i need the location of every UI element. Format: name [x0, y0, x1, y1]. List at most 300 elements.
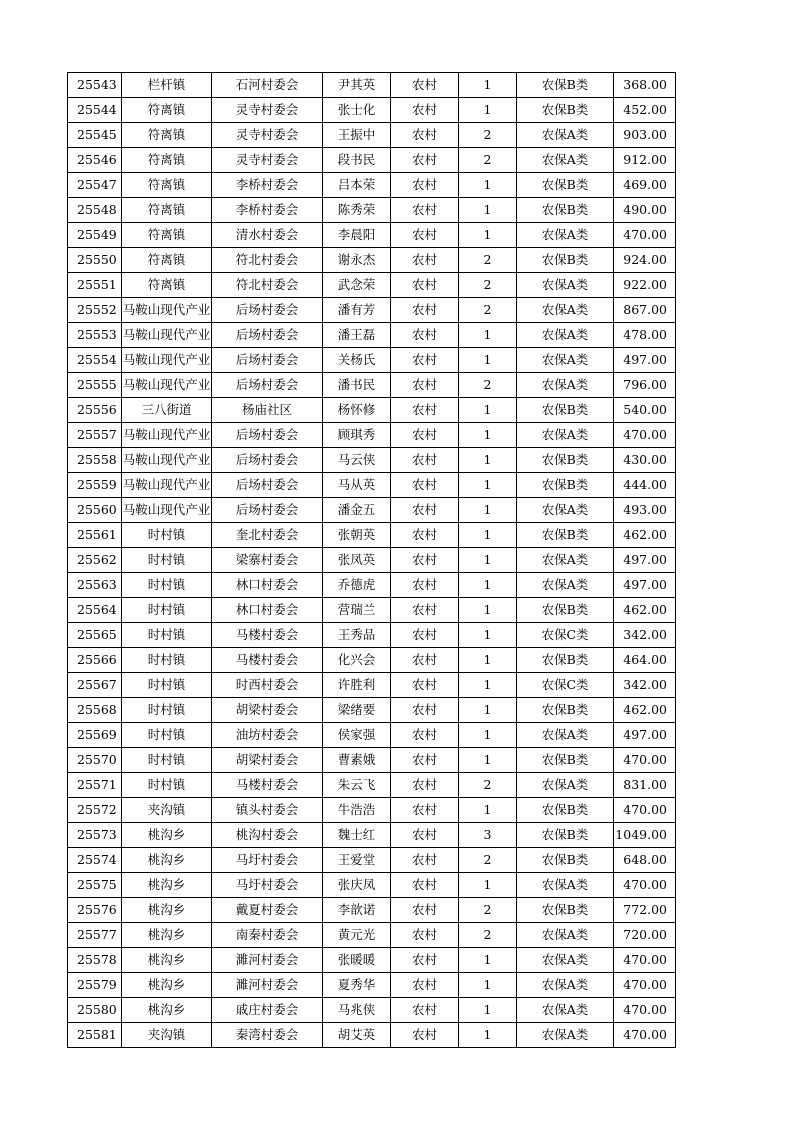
amount-cell: 497.00 [614, 348, 676, 373]
member-count-cell: 1 [459, 323, 517, 348]
person-name-cell: 魏士红 [323, 823, 391, 848]
insurance-category-cell: 农保B类 [517, 98, 614, 123]
village-committee-cell: 后场村委会 [212, 423, 323, 448]
household-type-cell: 农村 [391, 823, 459, 848]
amount-cell: 470.00 [614, 873, 676, 898]
township-cell: 时村镇 [122, 773, 212, 798]
amount-cell: 470.00 [614, 423, 676, 448]
table-row [68, 698, 676, 723]
insurance-category-cell: 农保B类 [517, 798, 614, 823]
village-committee-cell: 桃沟村委会 [212, 823, 323, 848]
township-cell: 符离镇 [122, 148, 212, 173]
record-id-cell: 25559 [68, 473, 122, 498]
table-row [68, 948, 676, 973]
table-row [68, 423, 676, 448]
person-name-cell: 顾琪秀 [323, 423, 391, 448]
amount-cell: 648.00 [614, 848, 676, 873]
insurance-category-cell: 农保B类 [517, 398, 614, 423]
person-name-cell: 夏秀华 [323, 973, 391, 998]
member-count-cell: 1 [459, 723, 517, 748]
amount-cell: 796.00 [614, 373, 676, 398]
member-count-cell: 1 [459, 523, 517, 548]
member-count-cell: 2 [459, 148, 517, 173]
amount-cell: 1049.00 [614, 823, 676, 848]
household-type-cell: 农村 [391, 448, 459, 473]
member-count-cell: 2 [459, 923, 517, 948]
insurance-category-cell: 农保A类 [517, 273, 614, 298]
table-row [68, 748, 676, 773]
member-count-cell: 1 [459, 973, 517, 998]
township-cell: 桃沟乡 [122, 973, 212, 998]
insurance-category-cell: 农保A类 [517, 923, 614, 948]
member-count-cell: 1 [459, 498, 517, 523]
person-name-cell: 吕本荣 [323, 173, 391, 198]
amount-cell: 470.00 [614, 223, 676, 248]
village-committee-cell: 濉河村委会 [212, 948, 323, 973]
household-type-cell: 农村 [391, 798, 459, 823]
insurance-category-cell: 农保A类 [517, 123, 614, 148]
village-committee-cell: 林口村委会 [212, 573, 323, 598]
table-row [68, 148, 676, 173]
village-committee-cell: 灵寺村委会 [212, 98, 323, 123]
record-id-cell: 25574 [68, 848, 122, 873]
table-row [68, 223, 676, 248]
person-name-cell: 化兴会 [323, 648, 391, 673]
member-count-cell: 1 [459, 98, 517, 123]
person-name-cell: 段书民 [323, 148, 391, 173]
table-row [68, 673, 676, 698]
record-id-cell: 25550 [68, 248, 122, 273]
record-id-cell: 25551 [68, 273, 122, 298]
village-committee-cell: 马楼村委会 [212, 773, 323, 798]
table-row [68, 323, 676, 348]
household-type-cell: 农村 [391, 198, 459, 223]
record-id-cell: 25557 [68, 423, 122, 448]
table-row [68, 273, 676, 298]
record-id-cell: 25564 [68, 598, 122, 623]
village-committee-cell: 梁寨村委会 [212, 548, 323, 573]
amount-cell: 497.00 [614, 723, 676, 748]
household-type-cell: 农村 [391, 148, 459, 173]
insurance-category-cell: 农保A类 [517, 973, 614, 998]
person-name-cell: 胡艾英 [323, 1023, 391, 1048]
amount-cell: 924.00 [614, 248, 676, 273]
amount-cell: 342.00 [614, 673, 676, 698]
amount-cell: 462.00 [614, 698, 676, 723]
township-cell: 马鞍山现代产业 [122, 448, 212, 473]
household-type-cell: 农村 [391, 773, 459, 798]
person-name-cell: 张庆凤 [323, 873, 391, 898]
township-cell: 符离镇 [122, 198, 212, 223]
member-count-cell: 2 [459, 248, 517, 273]
person-name-cell: 李晨阳 [323, 223, 391, 248]
amount-cell: 912.00 [614, 148, 676, 173]
township-cell: 时村镇 [122, 573, 212, 598]
household-type-cell: 农村 [391, 623, 459, 648]
person-name-cell: 杨怀修 [323, 398, 391, 423]
amount-cell: 540.00 [614, 398, 676, 423]
table-row [68, 548, 676, 573]
person-name-cell: 王爱堂 [323, 848, 391, 873]
record-id-cell: 25570 [68, 748, 122, 773]
township-cell: 马鞍山现代产业 [122, 473, 212, 498]
household-type-cell: 农村 [391, 498, 459, 523]
table-row [68, 523, 676, 548]
township-cell: 符离镇 [122, 98, 212, 123]
village-committee-cell: 镇头村委会 [212, 798, 323, 823]
record-id-cell: 25547 [68, 173, 122, 198]
insurance-category-cell: 农保A类 [517, 873, 614, 898]
household-type-cell: 农村 [391, 723, 459, 748]
village-committee-cell: 马圩村委会 [212, 873, 323, 898]
insurance-category-cell: 农保B类 [517, 823, 614, 848]
insurance-category-cell: 农保B类 [517, 248, 614, 273]
township-cell: 马鞍山现代产业 [122, 373, 212, 398]
insurance-category-cell: 农保B类 [517, 473, 614, 498]
insurance-category-cell: 农保A类 [517, 498, 614, 523]
member-count-cell: 1 [459, 423, 517, 448]
township-cell: 桃沟乡 [122, 923, 212, 948]
township-cell: 时村镇 [122, 723, 212, 748]
household-type-cell: 农村 [391, 423, 459, 448]
member-count-cell: 1 [459, 73, 517, 98]
person-name-cell: 梁绪要 [323, 698, 391, 723]
village-committee-cell: 马楼村委会 [212, 623, 323, 648]
table-row [68, 123, 676, 148]
township-cell: 马鞍山现代产业 [122, 423, 212, 448]
record-id-cell: 25565 [68, 623, 122, 648]
person-name-cell: 马云侠 [323, 448, 391, 473]
amount-cell: 470.00 [614, 1023, 676, 1048]
record-id-cell: 25566 [68, 648, 122, 673]
insurance-category-cell: 农保A类 [517, 573, 614, 598]
person-name-cell: 马兆侠 [323, 998, 391, 1023]
record-id-cell: 25571 [68, 773, 122, 798]
village-committee-cell: 灵寺村委会 [212, 148, 323, 173]
insurance-category-cell: 农保A类 [517, 998, 614, 1023]
household-type-cell: 农村 [391, 948, 459, 973]
amount-cell: 497.00 [614, 573, 676, 598]
record-id-cell: 25572 [68, 798, 122, 823]
insurance-category-cell: 农保A类 [517, 548, 614, 573]
member-count-cell: 1 [459, 573, 517, 598]
record-id-cell: 25567 [68, 673, 122, 698]
person-name-cell: 曹素娥 [323, 748, 391, 773]
amount-cell: 903.00 [614, 123, 676, 148]
amount-cell: 342.00 [614, 623, 676, 648]
township-cell: 马鞍山现代产业 [122, 323, 212, 348]
amount-cell: 444.00 [614, 473, 676, 498]
insurance-category-cell: 农保B类 [517, 598, 614, 623]
village-committee-cell: 清水村委会 [212, 223, 323, 248]
table-row [68, 973, 676, 998]
amount-cell: 470.00 [614, 798, 676, 823]
person-name-cell: 侯家强 [323, 723, 391, 748]
township-cell: 时村镇 [122, 623, 212, 648]
township-cell: 桃沟乡 [122, 898, 212, 923]
amount-cell: 430.00 [614, 448, 676, 473]
amount-cell: 497.00 [614, 548, 676, 573]
village-committee-cell: 时西村委会 [212, 673, 323, 698]
household-type-cell: 农村 [391, 973, 459, 998]
person-name-cell: 陈秀荣 [323, 198, 391, 223]
village-committee-cell: 秦湾村委会 [212, 1023, 323, 1048]
township-cell: 桃沟乡 [122, 873, 212, 898]
household-type-cell: 农村 [391, 748, 459, 773]
table-row [68, 573, 676, 598]
record-id-cell: 25577 [68, 923, 122, 948]
insurance-category-cell: 农保C类 [517, 673, 614, 698]
village-committee-cell: 奎北村委会 [212, 523, 323, 548]
household-type-cell: 农村 [391, 248, 459, 273]
amount-cell: 922.00 [614, 273, 676, 298]
member-count-cell: 2 [459, 273, 517, 298]
township-cell: 桃沟乡 [122, 848, 212, 873]
table-row [68, 1023, 676, 1048]
household-type-cell: 农村 [391, 648, 459, 673]
insurance-category-cell: 农保B类 [517, 848, 614, 873]
village-committee-cell: 戴夏村委会 [212, 898, 323, 923]
amount-cell: 464.00 [614, 648, 676, 673]
amount-cell: 470.00 [614, 948, 676, 973]
amount-cell: 490.00 [614, 198, 676, 223]
person-name-cell: 武念荣 [323, 273, 391, 298]
household-type-cell: 农村 [391, 523, 459, 548]
table-row [68, 798, 676, 823]
village-committee-cell: 李桥村委会 [212, 173, 323, 198]
table-row [68, 823, 676, 848]
person-name-cell: 潘有芳 [323, 298, 391, 323]
person-name-cell: 潘书民 [323, 373, 391, 398]
table-row [68, 923, 676, 948]
person-name-cell: 乔德虎 [323, 573, 391, 598]
household-type-cell: 农村 [391, 98, 459, 123]
insurance-category-cell: 农保B类 [517, 448, 614, 473]
table-row [68, 248, 676, 273]
insurance-category-cell: 农保A类 [517, 1023, 614, 1048]
village-committee-cell: 后场村委会 [212, 373, 323, 398]
record-id-cell: 25573 [68, 823, 122, 848]
village-committee-cell: 濉河村委会 [212, 973, 323, 998]
table-row [68, 173, 676, 198]
household-type-cell: 农村 [391, 298, 459, 323]
person-name-cell: 潘金五 [323, 498, 391, 523]
amount-cell: 831.00 [614, 773, 676, 798]
township-cell: 时村镇 [122, 698, 212, 723]
member-count-cell: 1 [459, 348, 517, 373]
table-row [68, 448, 676, 473]
insurance-category-cell: 农保B类 [517, 73, 614, 98]
insurance-category-cell: 农保A类 [517, 948, 614, 973]
record-id-cell: 25576 [68, 898, 122, 923]
insurance-category-cell: 农保A类 [517, 148, 614, 173]
person-name-cell: 黄元光 [323, 923, 391, 948]
household-type-cell: 农村 [391, 598, 459, 623]
person-name-cell: 马从英 [323, 473, 391, 498]
household-type-cell: 农村 [391, 548, 459, 573]
household-type-cell: 农村 [391, 923, 459, 948]
member-count-cell: 1 [459, 998, 517, 1023]
insurance-category-cell: 农保A类 [517, 773, 614, 798]
township-cell: 桃沟乡 [122, 823, 212, 848]
township-cell: 三八街道 [122, 398, 212, 423]
person-name-cell: 潘王磊 [323, 323, 391, 348]
table-row [68, 348, 676, 373]
record-id-cell: 25544 [68, 98, 122, 123]
village-committee-cell: 石河村委会 [212, 73, 323, 98]
record-id-cell: 25543 [68, 73, 122, 98]
record-id-cell: 25555 [68, 373, 122, 398]
amount-cell: 368.00 [614, 73, 676, 98]
member-count-cell: 1 [459, 548, 517, 573]
amount-cell: 470.00 [614, 748, 676, 773]
member-count-cell: 1 [459, 748, 517, 773]
amount-cell: 493.00 [614, 498, 676, 523]
data-table [67, 72, 676, 1048]
member-count-cell: 1 [459, 1023, 517, 1048]
member-count-cell: 2 [459, 298, 517, 323]
record-id-cell: 25548 [68, 198, 122, 223]
village-committee-cell: 后场村委会 [212, 348, 323, 373]
amount-cell: 469.00 [614, 173, 676, 198]
village-committee-cell: 后场村委会 [212, 473, 323, 498]
household-type-cell: 农村 [391, 673, 459, 698]
member-count-cell: 1 [459, 198, 517, 223]
household-type-cell: 农村 [391, 848, 459, 873]
record-id-cell: 25549 [68, 223, 122, 248]
household-type-cell: 农村 [391, 173, 459, 198]
insurance-category-cell: 农保A类 [517, 373, 614, 398]
table-row [68, 598, 676, 623]
member-count-cell: 1 [459, 623, 517, 648]
table-row [68, 498, 676, 523]
township-cell: 夹沟镇 [122, 1023, 212, 1048]
village-committee-cell: 李桥村委会 [212, 198, 323, 223]
amount-cell: 470.00 [614, 973, 676, 998]
amount-cell: 478.00 [614, 323, 676, 348]
insurance-category-cell: 农保B类 [517, 173, 614, 198]
insurance-category-cell: 农保A类 [517, 323, 614, 348]
record-id-cell: 25561 [68, 523, 122, 548]
township-cell: 时村镇 [122, 673, 212, 698]
amount-cell: 462.00 [614, 523, 676, 548]
household-type-cell: 农村 [391, 473, 459, 498]
village-committee-cell: 符北村委会 [212, 248, 323, 273]
record-id-cell: 25562 [68, 548, 122, 573]
member-count-cell: 1 [459, 223, 517, 248]
village-committee-cell: 马圩村委会 [212, 848, 323, 873]
township-cell: 时村镇 [122, 648, 212, 673]
household-type-cell: 农村 [391, 223, 459, 248]
table-row [68, 473, 676, 498]
table-row [68, 198, 676, 223]
township-cell: 夹沟镇 [122, 798, 212, 823]
township-cell: 桃沟乡 [122, 998, 212, 1023]
record-id-cell: 25568 [68, 698, 122, 723]
township-cell: 符离镇 [122, 223, 212, 248]
household-type-cell: 农村 [391, 323, 459, 348]
household-type-cell: 农村 [391, 1023, 459, 1048]
member-count-cell: 2 [459, 373, 517, 398]
member-count-cell: 2 [459, 848, 517, 873]
amount-cell: 470.00 [614, 998, 676, 1023]
table-row [68, 623, 676, 648]
member-count-cell: 1 [459, 948, 517, 973]
person-name-cell: 张朝英 [323, 523, 391, 548]
table-row [68, 723, 676, 748]
insurance-category-cell: 农保A类 [517, 423, 614, 448]
record-id-cell: 25581 [68, 1023, 122, 1048]
member-count-cell: 1 [459, 173, 517, 198]
member-count-cell: 1 [459, 673, 517, 698]
township-cell: 马鞍山现代产业 [122, 298, 212, 323]
township-cell: 时村镇 [122, 548, 212, 573]
insurance-category-cell: 农保B类 [517, 898, 614, 923]
township-cell: 栏杆镇 [122, 73, 212, 98]
household-type-cell: 农村 [391, 398, 459, 423]
village-committee-cell: 杨庙社区 [212, 398, 323, 423]
insurance-category-cell: 农保C类 [517, 623, 614, 648]
household-type-cell: 农村 [391, 698, 459, 723]
township-cell: 符离镇 [122, 173, 212, 198]
village-committee-cell: 南秦村委会 [212, 923, 323, 948]
insurance-category-cell: 农保B类 [517, 698, 614, 723]
household-type-cell: 农村 [391, 123, 459, 148]
household-type-cell: 农村 [391, 273, 459, 298]
amount-cell: 720.00 [614, 923, 676, 948]
village-committee-cell: 马楼村委会 [212, 648, 323, 673]
insurance-category-cell: 农保B类 [517, 748, 614, 773]
person-name-cell: 王秀品 [323, 623, 391, 648]
township-cell: 桃沟乡 [122, 948, 212, 973]
record-id-cell: 25546 [68, 148, 122, 173]
village-committee-cell: 戚庄村委会 [212, 998, 323, 1023]
township-cell: 符离镇 [122, 123, 212, 148]
insurance-category-cell: 农保B类 [517, 523, 614, 548]
township-cell: 马鞍山现代产业 [122, 498, 212, 523]
record-id-cell: 25569 [68, 723, 122, 748]
member-count-cell: 1 [459, 698, 517, 723]
table-row [68, 998, 676, 1023]
village-committee-cell: 灵寺村委会 [212, 123, 323, 148]
member-count-cell: 2 [459, 773, 517, 798]
table-row [68, 648, 676, 673]
township-cell: 时村镇 [122, 523, 212, 548]
household-type-cell: 农村 [391, 73, 459, 98]
person-name-cell: 张士化 [323, 98, 391, 123]
township-cell: 时村镇 [122, 598, 212, 623]
household-type-cell: 农村 [391, 348, 459, 373]
person-name-cell: 谢永杰 [323, 248, 391, 273]
household-type-cell: 农村 [391, 573, 459, 598]
village-committee-cell: 胡梁村委会 [212, 698, 323, 723]
amount-cell: 452.00 [614, 98, 676, 123]
member-count-cell: 1 [459, 398, 517, 423]
person-name-cell: 营瑞兰 [323, 598, 391, 623]
insurance-category-cell: 农保A类 [517, 723, 614, 748]
township-cell: 符离镇 [122, 273, 212, 298]
household-type-cell: 农村 [391, 873, 459, 898]
village-committee-cell: 后场村委会 [212, 298, 323, 323]
insurance-category-cell: 农保B类 [517, 648, 614, 673]
member-count-cell: 1 [459, 473, 517, 498]
table-row [68, 73, 676, 98]
record-id-cell: 25579 [68, 973, 122, 998]
insurance-category-cell: 农保A类 [517, 223, 614, 248]
household-type-cell: 农村 [391, 898, 459, 923]
village-committee-cell: 符北村委会 [212, 273, 323, 298]
member-count-cell: 1 [459, 598, 517, 623]
